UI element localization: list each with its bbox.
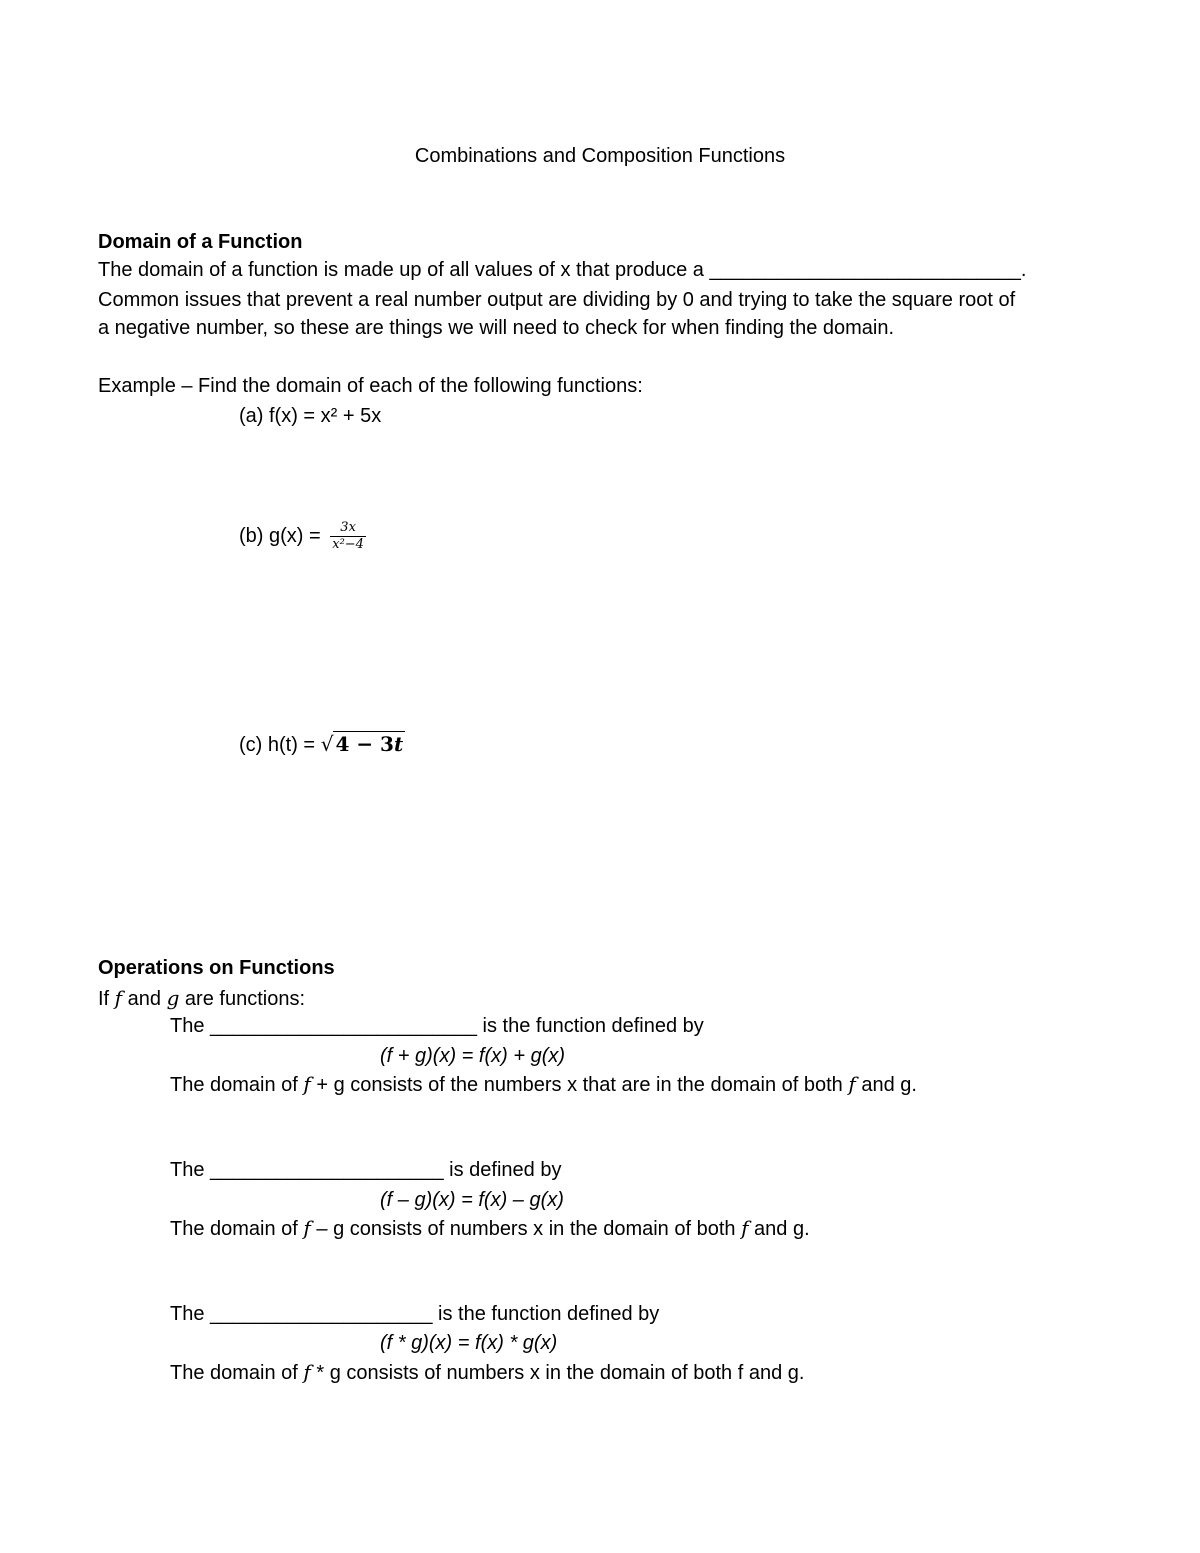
difference-definition: The _____________________ is defined by (170, 1159, 562, 1181)
difference-domain-end: and g. (748, 1218, 810, 1240)
operations-heading: Operations on Functions (98, 957, 335, 979)
difference-domain-pre: The domain of (170, 1218, 304, 1240)
example-c (239, 732, 405, 757)
domain-issues-line-2: a negative number, so these are things we will need to check for when finding the domain. (98, 317, 895, 339)
product-formula: (f * g)(x) = f(x) * g(x) (380, 1332, 558, 1354)
domain-heading: Domain of a Function (98, 231, 303, 253)
example-intro: Example – Find the domain of each of the following functions: (98, 375, 643, 397)
sum-domain-mid: + g consists of the numbers x that are in the domain of both (310, 1074, 849, 1096)
product-domain-end: * g consists of numbers x in the domain of both f and g. (310, 1362, 805, 1384)
sum-domain-end: and g. (855, 1074, 917, 1096)
difference-domain-f2: f (741, 1216, 749, 1240)
intro-rest: are functions: (179, 988, 305, 1010)
intro-if: If (98, 988, 115, 1010)
example-a: (a) f(x) = x² + 5x (239, 405, 382, 427)
domain-definition-line: The domain of a function is made up of all values of x that produce a ____________________________. (98, 259, 1027, 281)
radicand-variable: t (393, 732, 404, 756)
example-b (239, 516, 366, 556)
sum-domain-pre: The domain of (170, 1074, 304, 1096)
difference-formula: (f – g)(x) = f(x) – g(x) (380, 1189, 564, 1211)
fraction-denominator: x²−4 (332, 537, 364, 553)
sum-formula: (f + g)(x) = f(x) + g(x) (380, 1045, 566, 1067)
intro-and: and (122, 988, 167, 1010)
square-root-icon: √ (320, 732, 334, 756)
product-domain-f: f (303, 1360, 311, 1384)
product-definition: The ____________________ is the function defined by (170, 1303, 660, 1325)
difference-domain-f: f (303, 1216, 311, 1240)
sum-domain (170, 1072, 917, 1097)
intro-g: g (166, 986, 180, 1010)
domain-issues-line-1: Common issues that prevent a real number output are dividing by 0 and trying to take the square root of (98, 289, 1016, 311)
radicand (333, 731, 405, 756)
difference-domain-mid: – g consists of numbers x in the domain of both (310, 1218, 742, 1240)
intro-f: f (114, 986, 123, 1010)
fraction-numerator: 3x (330, 520, 366, 537)
sum-domain-f: f (303, 1072, 311, 1096)
sum-definition: The ________________________ is the function defined by (170, 1015, 704, 1037)
example-c-label: (c) h(t) = (239, 734, 316, 756)
product-domain-pre: The domain of (170, 1362, 304, 1384)
radicand-number: 4 − 3 (335, 732, 394, 756)
sum-domain-f2: f (848, 1072, 856, 1096)
example-b-fraction (330, 520, 366, 553)
page-title: Combinations and Composition Functions (414, 145, 786, 167)
operations-intro (98, 986, 305, 1011)
difference-domain (170, 1216, 810, 1241)
product-domain (170, 1360, 804, 1385)
example-b-label: (b) g(x) = (239, 525, 321, 547)
